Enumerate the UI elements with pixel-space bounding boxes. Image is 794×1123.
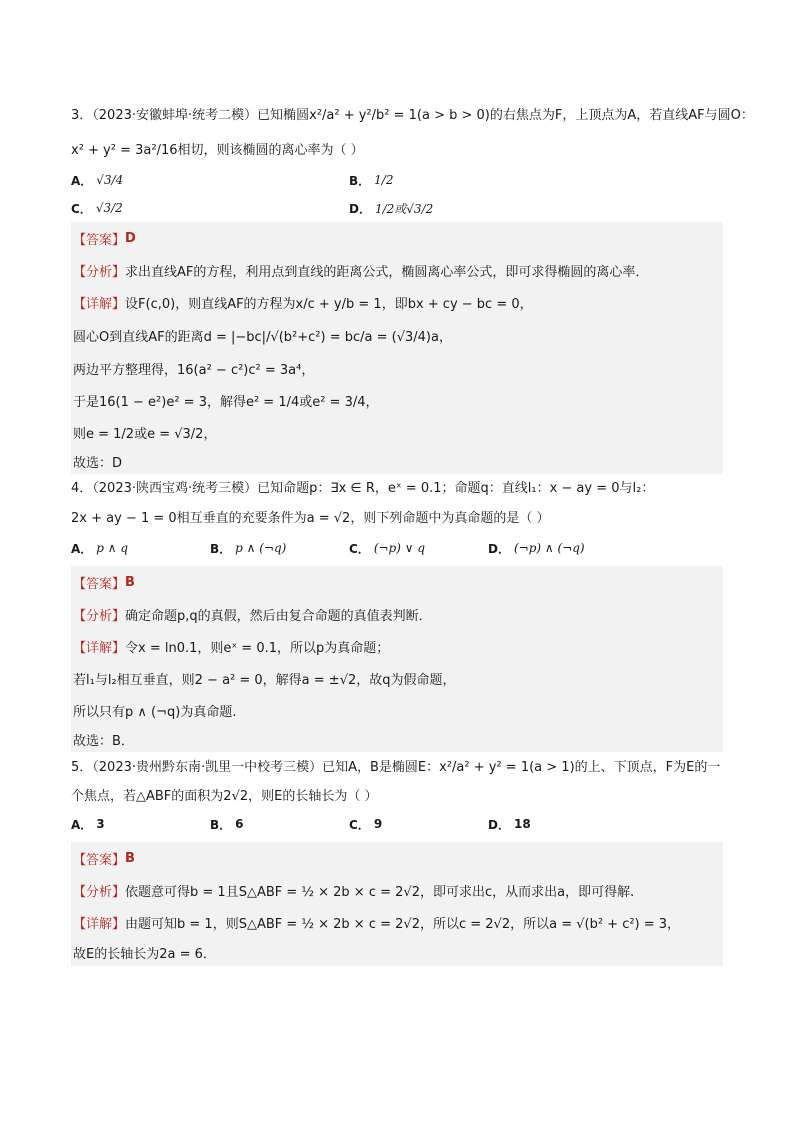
answer-line	[71, 842, 723, 874]
option-a[interactable]	[71, 540, 210, 557]
detail-text: 设F(c,0)，则直线AF的方程为x/c + y/b = 1，即bx + cy − bc = 0，	[125, 296, 533, 312]
option-value: √3/4	[96, 173, 124, 187]
option-key: D．	[488, 541, 510, 556]
option-value: 6	[235, 817, 244, 831]
option-key: C．	[349, 541, 370, 556]
detail-label: 【详解】	[73, 640, 126, 656]
option-key: D．	[349, 201, 371, 216]
analysis-label: 【分析】	[73, 264, 126, 280]
analysis-line	[71, 598, 723, 630]
option-value: 18	[513, 817, 531, 831]
question-stem-line: 2x + ay − 1 = 0相互垂直的充要条件为a = √2，则下列命题中为真命题的是（ ）	[71, 511, 550, 526]
option-value: 1/2	[374, 173, 394, 187]
detail-line	[71, 286, 723, 318]
detail-label: 【详解】	[73, 296, 126, 312]
solution-block	[71, 566, 723, 752]
option-c[interactable]	[71, 200, 349, 217]
detail-text: 令x = ln0.1，则eˣ = 0.1，所以p为真命题；	[125, 640, 390, 656]
detail-line	[71, 630, 723, 662]
options-row	[71, 810, 723, 838]
answer-value: D	[125, 230, 136, 246]
option-a[interactable]	[71, 172, 349, 189]
option-key: B．	[210, 541, 232, 556]
question-stem-line: 3．（2023·安徽蚌埠·统考二模）已知椭圆x²/a² + y²/b² = 1(a > b > 0)的右焦点为F，上顶点为A，若直线AF与圆O：	[71, 108, 754, 123]
option-b[interactable]	[210, 540, 349, 557]
analysis-label: 【分析】	[73, 608, 126, 624]
detail-line: 所以只有p ∧ (¬q)为真命题.	[73, 704, 237, 720]
analysis-line	[71, 254, 723, 286]
option-b[interactable]	[349, 172, 627, 189]
option-key: B．	[349, 173, 371, 188]
options-row	[71, 194, 723, 222]
option-key: C．	[71, 201, 92, 216]
option-key: C．	[349, 817, 370, 832]
answer-label: 【答案】	[73, 576, 126, 592]
question-stem-line: 个焦点，若△ABF的面积为2√2，则E的长轴长为（ ）	[71, 789, 378, 804]
question-stem-line: 5．（2023·贵州黔东南·凯里一中校考三模）已知A，B是椭圆E：x²/a² + y² = 1(a > 1)的上、下顶点，F为E的一	[71, 760, 721, 775]
answer-line	[71, 566, 723, 598]
detail-line: 若l₁与l₂相互垂直，则2 − a² = 0，解得a = ±√2，故q为假命题，	[73, 672, 456, 688]
detail-line: 故选：B．	[73, 733, 134, 749]
option-key: A．	[71, 541, 93, 556]
analysis-text: 依题意可得b = 1且S△ABF = ½ × 2b × c = 2√2，即可求出c，从而求出a，即可得解.	[125, 884, 635, 900]
detail-label: 【详解】	[73, 916, 126, 932]
option-value: 1/2或√3/2	[374, 201, 434, 216]
option-c[interactable]	[349, 816, 488, 833]
option-d[interactable]	[349, 200, 627, 217]
detail-line: 于是16(1 − e²)e² = 3，解得e² = 1/4或e² = 3/4，	[73, 394, 379, 410]
option-d[interactable]	[488, 816, 627, 833]
analysis-line	[71, 874, 723, 906]
worksheet-page	[71, 96, 754, 966]
detail-line: 故E的长轴长为2a = 6．	[73, 946, 216, 962]
detail-line	[71, 906, 723, 938]
option-key: D．	[488, 817, 510, 832]
option-value: p ∧ (¬q)	[235, 541, 287, 555]
question-5	[71, 752, 723, 966]
option-value: (¬p) ∨ q	[373, 541, 426, 555]
detail-line: 两边平方整理得，16(a² − c²)c² = 3a⁴，	[73, 362, 315, 378]
option-value: 9	[373, 817, 383, 831]
detail-line: 则e = 1/2或e = √3/2，	[73, 426, 217, 442]
analysis-text: 确定命题p,q的真假，然后由复合命题的真值表判断．	[125, 608, 432, 624]
answer-label: 【答案】	[73, 852, 126, 868]
analysis-label: 【分析】	[73, 884, 126, 900]
answer-value: B	[125, 574, 135, 590]
options-row	[71, 534, 723, 562]
detail-line: 故选：D	[73, 455, 123, 471]
option-a[interactable]	[71, 816, 210, 833]
option-c[interactable]	[349, 540, 488, 557]
answer-value: B	[125, 850, 135, 866]
question-stem-line: x² + y² = 3a²/16相切，则该椭圆的离心率为（ ）	[71, 143, 364, 158]
option-key: A．	[71, 817, 93, 832]
question-4	[71, 474, 723, 752]
option-value: 3	[96, 817, 105, 831]
answer-line	[71, 222, 723, 254]
detail-line: 圆心O到直线AF的距离d = |−bc|/√(b²+c²) = bc/a = (√3/4)a，	[73, 329, 452, 345]
option-d[interactable]	[488, 540, 627, 557]
option-b[interactable]	[210, 816, 349, 833]
option-value: (¬p) ∧ (¬q)	[513, 541, 585, 555]
solution-block	[71, 842, 723, 966]
option-key: B．	[210, 817, 232, 832]
answer-label: 【答案】	[73, 232, 126, 248]
option-value: √3/2	[95, 201, 123, 215]
analysis-text: 求出直线AF的方程，利用点到直线的距离公式，椭圆离心率公式，即可求得椭圆的离心率．	[125, 264, 649, 280]
detail-text: 由题可知b = 1，则S△ABF = ½ × 2b × c = 2√2，所以c = 2√2，所以a = √(b² + c²) = 3，	[125, 916, 681, 932]
solution-block	[71, 222, 723, 474]
option-value: p ∧ q	[96, 541, 129, 555]
options-row	[71, 166, 723, 194]
option-key: A．	[71, 173, 93, 188]
question-stem-line: 4．（2023·陕西宝鸡·统考三模）已知命题p：∃x ∈ R，eˣ = 0.1；命题q：直线l₁：x − ay = 0与l₂：	[71, 481, 655, 496]
question-3	[71, 96, 754, 474]
